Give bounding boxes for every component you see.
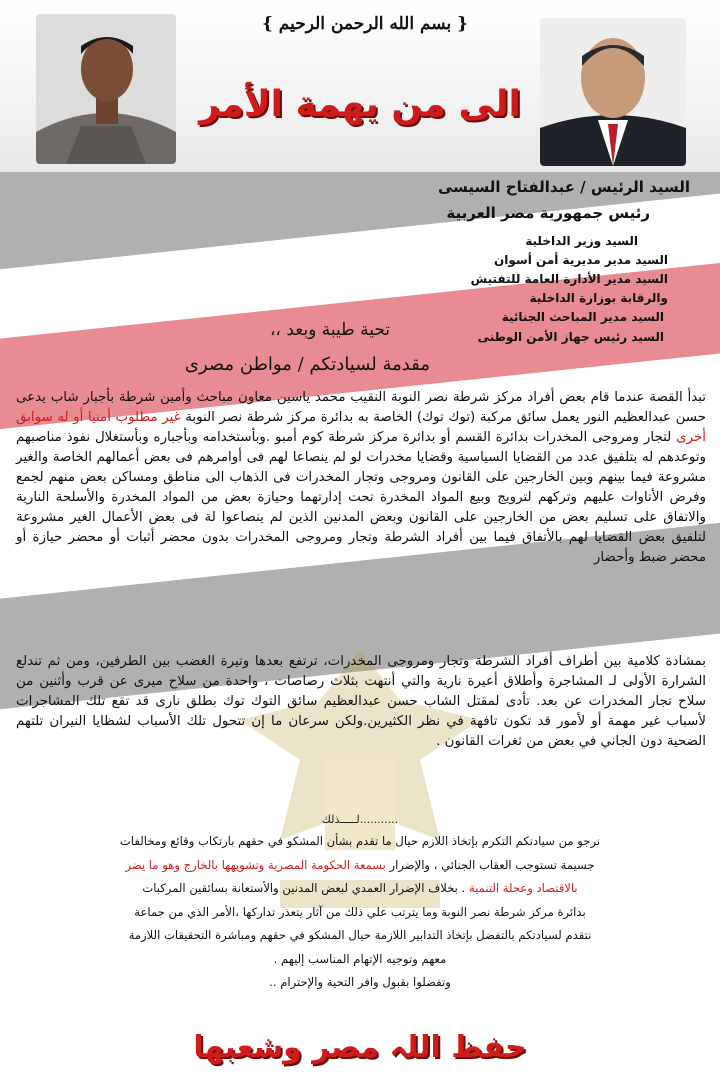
addressee-line: السيد وزير الداخلية	[525, 234, 638, 248]
highlighted-text: غير مطلوب أمنيا أو له سوابق أخرى	[16, 410, 706, 445]
president-photo	[540, 18, 686, 166]
request-text: . بخلاف الإضرار العمدي لبعض المدنين والأستعانة بسائقين المركبات	[142, 881, 466, 895]
sender-line: مقدمة لسيادتكم / مواطن مصرى	[184, 354, 430, 375]
addressee-line: السيد مدير المباحث الجنائية	[501, 310, 664, 324]
request-line: نتقدم لسيادتكم بالتفضل بإتخاذ التدابير اللازمة حيال المشكو في حقهم ومباشرة التحقيقات اللازمة	[128, 928, 592, 942]
basmala-text: { بسم الله الرحمن الرحيم }	[261, 14, 469, 34]
greeting: تحية طيبة وبعد ،،	[269, 320, 391, 340]
addressee-title: رئيس جمهورية مصر العربية	[446, 204, 650, 222]
header-banner	[0, 0, 720, 172]
request-section	[20, 830, 700, 995]
highlighted-text: بسمعة الحكومة المصرية وتشويهها بالخارج وهو ما يضر	[125, 857, 386, 872]
paragraph-text: تبدأ القصة عندما قام بعض أفراد مركز شرطة نصر النوبة النقيب محمد ياسين معاون مباحث وأمين شرطة بأجبار شاب يدعى حسن عبدالعظيم النور يعمل سائق مركبة (توك توك) الخاصة به بدائرة مركز شرطة نصر النوبة	[16, 390, 706, 425]
addressee-line: السيد مدير الأدارة العامة للتفتيش	[470, 272, 668, 286]
request-line	[20, 854, 700, 878]
section-divider: ...........لـــــذلك	[321, 813, 399, 826]
closing-slogan: حفظ اللہ مصر وشعبها	[193, 1030, 527, 1065]
request-text: جسيمة تستوجب العقاب الجنائي ، والإضرار	[389, 857, 595, 872]
incident-paragraph: بمشادة كلامية بين أطراف أفراد الشرطة وتجار ومروجى المخدرات، ترتفع بعدها وتيرة الغضب بين الطرفين، ومن ثم تندلع الشرارة الأولى لـ المشاجرة وأطلاق أعيرة نارية والتي أنتهت بثلاث رصاصات ، واحدة من سلاح ميرى عن قرب وأثنين من سلاح تجار المخدرات عن بعد. تأدى لمقتل الشاب حسن عبدالعظيم سائق التوك توك بطلق نارى قد تقع تلك المشاجرات لأسباب غير مهمة أو لأمور قد تكون تافهة في نظر الكثيرين.ولكن سرعان ما إن تتحول تلك الأسباب لشظايا النيران تلتهم الضحية دون الجاني في بعض من ثغرات القانون .	[16, 654, 706, 749]
request-line	[20, 877, 700, 901]
request-line: معهم وتوجيه الإتهام المناسب إليهم .	[273, 951, 447, 966]
addressee-line: والرقابة بوزارة الداخلية	[529, 291, 668, 305]
addressee-president: السيد الرئيس / عبدالفتاح السيسى	[437, 178, 690, 196]
paragraph-text: لتجار ومروجى المخدرات بدائرة القسم أو بدائرة مركز شرطة كوم أمبو .وبأستخدامه وبأجباره وبأستغلال نفوذ مناصبهم وتوعدهم له بتلفيق عدد من القضايا السياسية وقضايا مخدرات لو لم ينصاعا لهم فى أوامرهم فى بعض أعمالهم الخاصة والغير مشروعة فيما بينهم وبين الخارجين على القانون ومروجى وتجار المخدرات فى الذهاب الى مناطق ومساكن بعض منهم لجمع وفرض الأتاوات عليهم وتركهم لترويج وبيع المواد المخدرة تحت إدارتهما وحيازة بعض من المواد المخدرة والأسلحة النارية والاتفاق على تسليم بعض من الخارجين على القانون وبعض المدنين الذين لم ينصاعوا لة فى بعض الأعمال الغير مشروعة لتلفيق بعض القضايا لهم بالأتفاق فيما بين أفراد الشرطة وتجار ومروجى المخدرات بدون محضر أثبات أو محضر حيازة أو محضر ضبط وأحضار	[16, 430, 706, 565]
page-title: الى من يهمة الأمر	[199, 84, 521, 125]
story-paragraph	[16, 388, 706, 568]
letter-body	[0, 172, 720, 1080]
addressee-line: السيد رئيس جهاز الأمن الوطنى	[477, 330, 664, 344]
addressee-line: السيد مدير مديرية أمن أسوان	[494, 253, 668, 267]
request-line: وتفضلوا بقبول وافر التحية والإحترام ..	[269, 975, 451, 989]
young-man-photo	[36, 14, 176, 164]
highlighted-text: بالاقتصاد وعجلة التنمية	[468, 881, 578, 895]
request-line: نرجو من سيادتكم التكرم بإتخاذ اللازم حيال ما تقدم بشأن المشكو في حقهم بارتكاب وقائع ومخالفات	[119, 834, 601, 848]
request-line: بدائرة مركز شرطة نصر النوبة وما يترتب علي ذلك من آثار يتعذر تداركها ،الأمر الذي من جماعة	[134, 904, 586, 919]
